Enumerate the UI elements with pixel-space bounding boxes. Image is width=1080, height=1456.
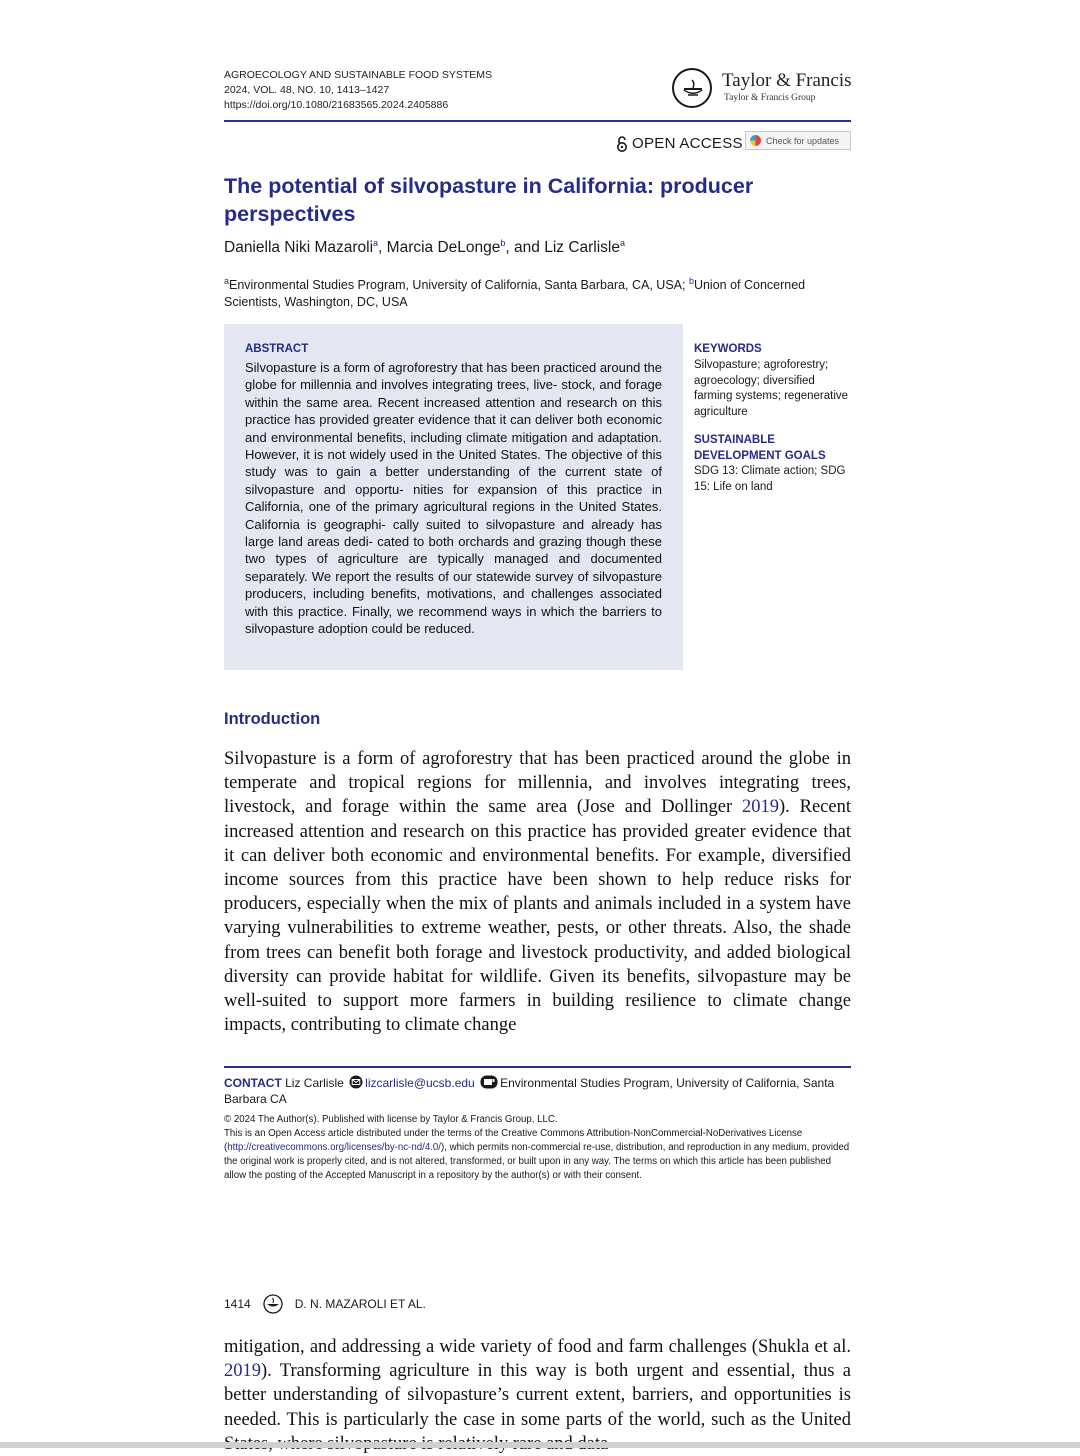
running-head-authors: D. N. MAZAROLI ET AL. xyxy=(294,1297,426,1311)
author-name[interactable]: Marcia DeLonge xyxy=(386,239,501,257)
tf-lamp-small-icon xyxy=(263,1294,283,1314)
author-separator: , and xyxy=(505,239,545,257)
sdg-label: SUSTAINABLE DEVELOPMENT GOALS xyxy=(694,434,826,462)
license-text: This is an Open Access article distributed under the terms of the Creative Commons Attribution-NonCommercial-NoDerivatives License ( xyxy=(224,1128,803,1153)
author-list xyxy=(224,238,625,257)
journal-header xyxy=(224,68,492,113)
copyright-line: © 2024 The Author(s). Published with license by Taylor & Francis Group, LLC. xyxy=(224,1114,558,1125)
intro-paragraph-1 xyxy=(224,747,851,1037)
open-access-badge xyxy=(616,135,743,152)
license-text: ), which permits non-commercial re-use, distribution, and reproduction in any medium, provided the original work is properly cited, and is not altered, transformed, or built upon in any way. The terms on which this article has been published allow the posting of the Accepted Manuscript in a repository by the author(s) or with their consent. xyxy=(224,1142,850,1181)
crossmark-icon xyxy=(750,135,761,146)
contact-label: CONTACT xyxy=(224,1076,282,1090)
journal-doi[interactable]: https://doi.org/10.1080/21683565.2024.2405886 xyxy=(224,99,449,111)
running-header xyxy=(224,1294,426,1314)
check-for-updates-button[interactable] xyxy=(745,131,851,150)
intro-paragraph-continued xyxy=(224,1335,851,1456)
abstract-text: Silvopasture is a form of agroforestry that has been practiced around the globe for millennia and involves integrating trees, live- stock, and forage within the same area. Recent increased attention and research on this practice has provided greater evidence that it can deliver both economic and environmental benefits, including climate mitigation and adaptation. However, it is not widely used in the United States. The objective of this study was to gain a better understanding of the current state of silvopasture and opportu- nities for expansion of this practice in California, one of the primary agricultural regions in the United States. California is geographi- cally suited to silvopasture and already has large land areas dedi- cated to both orchards and grazing though these two types of agriculture are typically managed and documented separately. We report the results of our statewide survey of silvopasture producers, including benefits, motivations, and challenges associated with this practice. Finally, we recommend ways in which the barriers to silvopasture adoption could be reduced. xyxy=(245,360,662,637)
open-lock-icon xyxy=(616,136,628,152)
abstract-box xyxy=(224,324,683,670)
paragraph-text: Silvopasture is a form of agroforestry that has been practiced around the globe in temperate and tropical regions for millennia, and involves integrating trees, livestock, and forage within the same area (Jose and Dollinger xyxy=(224,749,851,818)
affil-a: Environmental Studies Program, University of California, Santa Barbara, CA, USA; xyxy=(229,278,689,293)
contact-name: Liz Carlisle xyxy=(285,1076,344,1090)
section-heading-introduction: Introduction xyxy=(224,710,321,728)
author-affil-sup[interactable]: b xyxy=(500,238,506,248)
author-name[interactable]: Liz Carlisle xyxy=(544,239,621,257)
paragraph-text: mitigation, and addressing a wide variety of food and farm challenges (Shukla et al. xyxy=(224,1337,851,1357)
page-number: 1414 xyxy=(224,1297,251,1311)
contact-address: Environmental Studies Program, University of California, Santa Barbara CA xyxy=(224,1076,835,1106)
affil-sup-a: a xyxy=(224,276,230,286)
license-notice xyxy=(224,1113,851,1183)
email-icon xyxy=(349,1075,363,1089)
author-affil-sup[interactable]: a xyxy=(373,238,379,248)
affil-b: Union of Concerned Scientists, Washington, DC, USA xyxy=(224,278,806,310)
journal-volume: 2024, VOL. 48, NO. 10, 1413–1427 xyxy=(224,84,390,96)
paragraph-text: ). Recent increased attention and research on this practice has provided greater evidence that it can deliver both economic and environmental benefits. For example, diversified income sources from this practice have been shown to help reduce risks for producers, especially when the mix of plants and animals included in a system have varying vulnerabilities to extreme weather, pests, or other threats. Also, the shade from trees can benefit both forage and livestock productivity, and added biological diversity can provide habitat for wildlife. Given its benefits, silvopasture may be well-suited to support more farmers in building resilience to climate change impacts, contributing to climate change xyxy=(224,797,851,1036)
mailbox-icon xyxy=(480,1075,498,1089)
contact-info xyxy=(224,1075,851,1107)
header-divider xyxy=(224,120,851,122)
paragraph-text: ). Transforming agriculture in this way is both urgent and essential, thus a better understanding of silvopasture’s current extent, barriers, and opportunities is needed. This is particularly the case in some parts of the world, such as the United xyxy=(224,1361,851,1430)
citation-link[interactable]: 2019 xyxy=(224,1361,261,1382)
author-affil-sup[interactable]: a xyxy=(620,238,626,248)
contact-email[interactable]: lizcarlisle@ucsb.edu xyxy=(365,1076,475,1090)
sdg-text: SDG 13: Climate action; SDG 15: Life on land xyxy=(694,465,846,493)
horizontal-scrollbar[interactable] xyxy=(0,1442,1080,1448)
affil-sup-b: b xyxy=(688,276,694,286)
keywords-text: Silvopasture; agroforestry; agroecology; diversified farming systems; regenerative agriculture xyxy=(694,359,849,418)
check-for-updates-label: Check for updates xyxy=(766,135,840,146)
open-access-label: OPEN ACCESS xyxy=(632,135,743,152)
publisher-logo xyxy=(672,68,852,112)
citation-link[interactable]: 2019 xyxy=(742,797,780,818)
publisher-group: Taylor & Francis Group xyxy=(724,93,816,103)
license-link[interactable]: http://creativecommons.org/licenses/by-nc-nd/4.0/ xyxy=(227,1142,441,1153)
publisher-name: Taylor & Francis xyxy=(722,70,852,91)
author-separator: , xyxy=(378,239,387,257)
abstract-label: ABSTRACT xyxy=(245,343,309,355)
article-title: The potential of silvopasture in California: producer perspectives xyxy=(224,174,754,226)
journal-name: AGROECOLOGY AND SUSTAINABLE FOOD SYSTEMS xyxy=(224,69,493,81)
contact-divider xyxy=(224,1066,851,1068)
author-name[interactable]: Daniella Niki Mazaroli xyxy=(224,239,374,257)
affiliations xyxy=(224,273,851,311)
tf-lamp-icon xyxy=(672,68,712,108)
keywords-label: KEYWORDS xyxy=(694,343,762,355)
